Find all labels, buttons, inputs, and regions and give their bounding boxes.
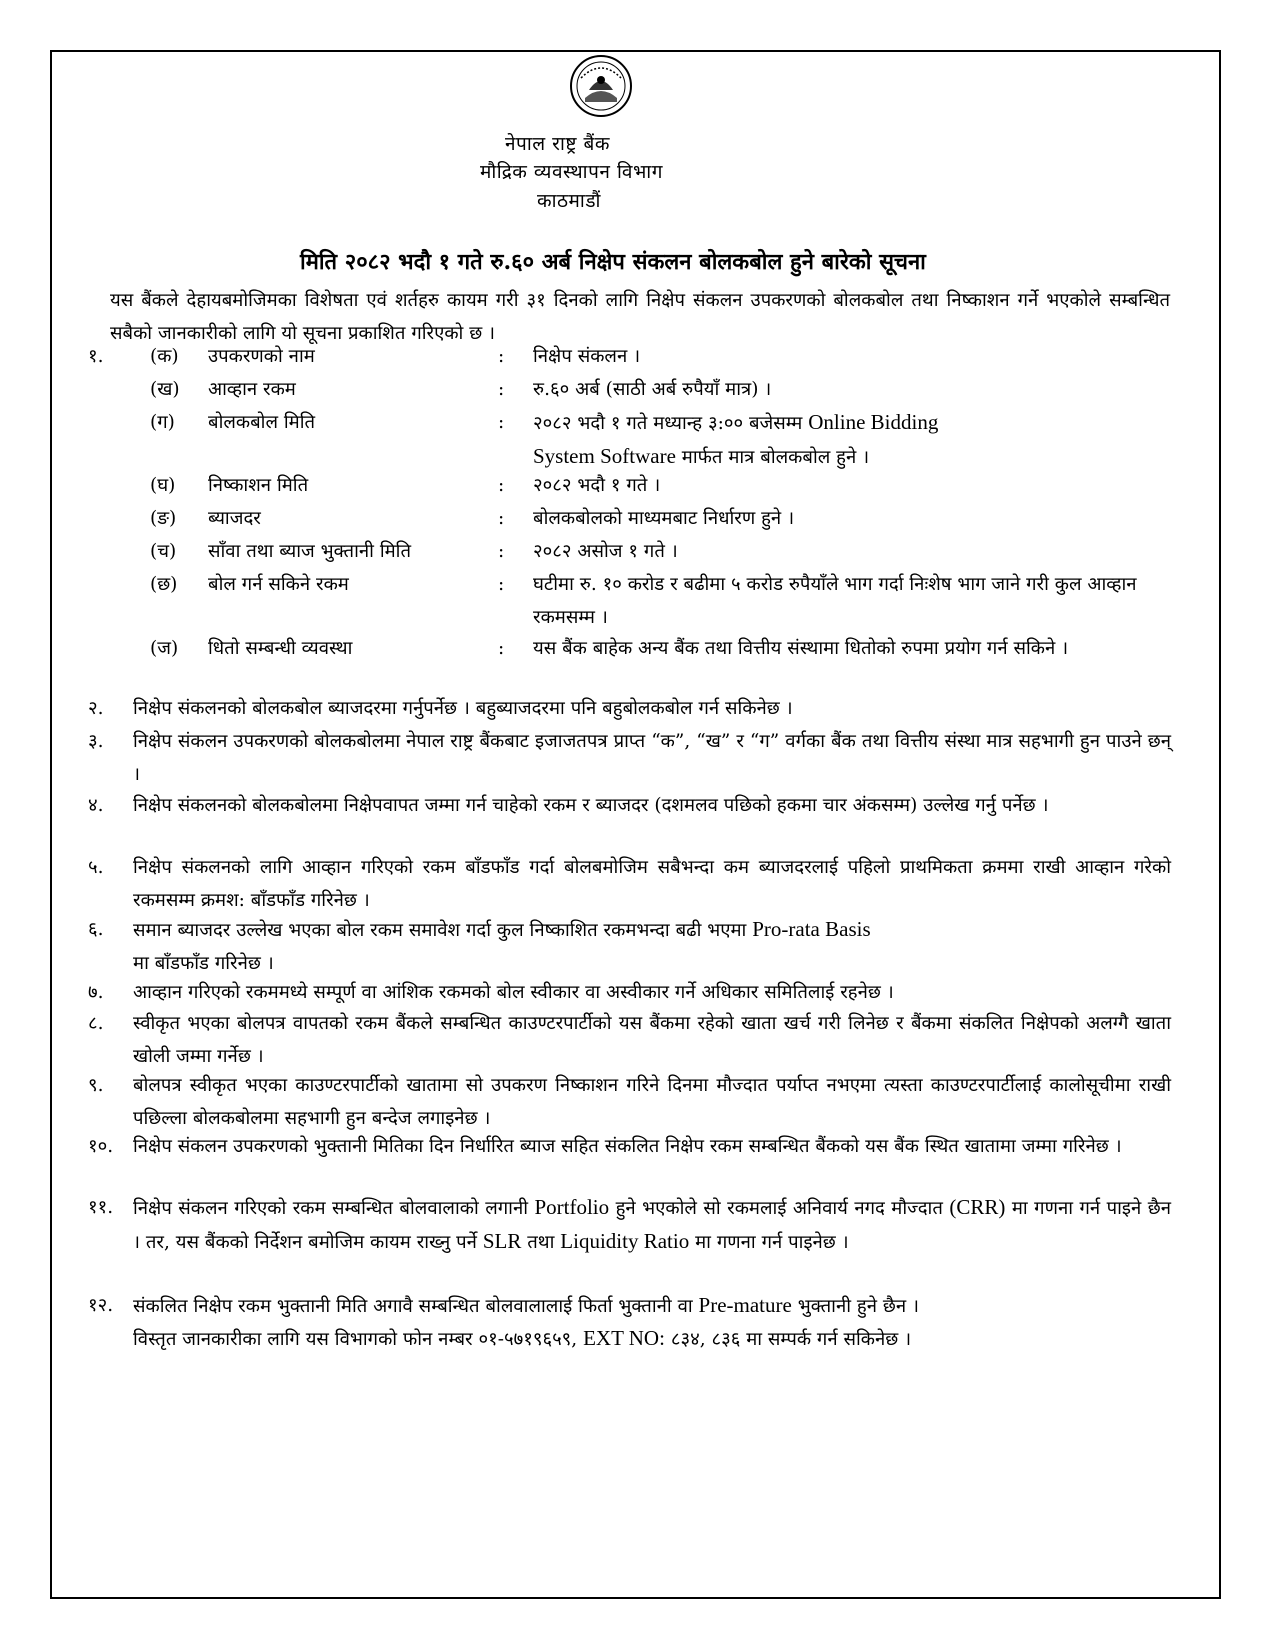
detail-label: साँवा तथा ब्याज भुक्तानी मिति [208, 541, 412, 562]
item-text: निक्षेप संकलन उपकरणको बोलकबोलमा नेपाल राष्ट्र बैंकबाट इजाजतपत्र प्राप्त “क”, “ख” र “ग” वर्गका बैंक तथा वित्तीय संस्था मात्र सहभागी हुन पाउने छन् । [133, 731, 1171, 785]
city-name: काठमाडौं [537, 190, 601, 212]
notice-title: मिति २०८२ भदौ १ गते रु.६० अर्ब निक्षेप संकलन बोलकबोल हुने बारेको सूचना [300, 249, 926, 275]
detail-key: (छ) [150, 574, 178, 595]
detail-colon: : [498, 346, 505, 367]
detail-colon: : [498, 508, 505, 529]
contact-footer: विस्तृत जानकारीका लागि यस विभागको फोन नम्बर ०१-५७१९६५९, EXT NO: ८३४, ८३६ मा सम्पर्क गर्न सकिनेछ । [133, 1326, 912, 1350]
org-name: नेपाल राष्ट्र बैंक [505, 133, 610, 155]
item-number: ७. [88, 982, 104, 1003]
item-text: संकलित निक्षेप रकम भुक्तानी मिति अगावै सम्बन्धित बोलवालालाई फिर्ता भुक्तानी वा Pre-mature भुक्तानी हुने छैन । [133, 1293, 920, 1317]
detail-value: २०८२ भदौ १ गते मध्यान्ह ३:०० बजेसम्म Online Bidding System Software मार्फत मात्र बोलकबोल हुने । [533, 410, 939, 468]
item-text: निक्षेप संकलनको बोलकबोलमा निक्षेपवापत जम्मा गर्न चाहेको रकम र ब्याजदर (दशमलव पछिको हकमा चार अंकसम्म) उल्लेख गर्नु पर्नेछ । [133, 795, 1049, 816]
item-text: निक्षेप संकलनको बोलकबोल ब्याजदरमा गर्नुपर्नेछ । बहुब्याजदरमा पनि बहुबोलकबोल गर्न सकिनेछ । [133, 698, 793, 719]
item-number: ६. [88, 919, 104, 940]
detail-label: बोलकबोल मिति [208, 412, 316, 433]
bank-seal-logo [569, 54, 633, 118]
detail-key: (ज) [150, 638, 179, 659]
detail-colon: : [498, 574, 505, 595]
detail-key: (ग) [150, 412, 175, 433]
detail-label: ब्याजदर [208, 508, 261, 529]
item-text: आव्हान गरिएको रकममध्ये सम्पूर्ण वा आंशिक रकमको बोल स्वीकार वा अस्वीकार गर्ने अधिकार समितिलाई रहनेछ । [133, 982, 894, 1003]
item-number: १२. [88, 1295, 114, 1316]
detail-label: निष्काशन मिति [208, 475, 309, 496]
item-number: २. [88, 698, 104, 719]
detail-value: रु.६० अर्ब (साठी अर्ब रुपैयाँ मात्र) । [533, 379, 772, 400]
detail-label: बोल गर्न सकिने रकम [208, 574, 349, 595]
detail-key: (च) [150, 541, 177, 562]
department-name: मौद्रिक व्यवस्थापन विभाग [480, 161, 663, 183]
detail-value: २०८२ असोज १ गते । [533, 541, 678, 562]
item-number: १०. [88, 1136, 114, 1157]
detail-value: निक्षेप संकलन । [533, 346, 641, 367]
detail-key: (क) [150, 346, 179, 367]
detail-colon: : [498, 412, 505, 433]
detail-colon: : [498, 379, 505, 400]
item-number: ५. [88, 857, 104, 878]
detail-value: बोलकबोलको माध्यमबाट निर्धारण हुने । [533, 508, 795, 529]
item-text: निक्षेप संकलन गरिएको रकम सम्बन्धित बोलवालाको लगानी Portfolio हुने भएकोले सो रकमलाई अनिवार्य नगद मौज्दात (CRR) मा गणना गर्न पाइने छैन । तर, यस बैंकको निर्देशन बमोजिम कायम राख्नु पर्ने SLR तथा Liquidity Ratio मा गणना गर्न पाइनेछ । [133, 1195, 1171, 1253]
detail-key: (ङ) [150, 508, 177, 529]
item-number: ४. [88, 795, 104, 816]
detail-value: २०८२ भदौ १ गते । [533, 475, 661, 496]
detail-key: (घ) [150, 475, 176, 496]
item-text: निक्षेप संकलनको लागि आव्हान गरिएको रकम बाँडफाँड गर्दा बोलबमोजिम सबैभन्दा कम ब्याजदरलाई पहिलो प्राथमिकता क्रममा राखी आव्हान गरेको रकमसम्म क्रमश: बाँडफाँड गरिनेछ । [133, 857, 1171, 911]
detail-label: उपकरणको नाम [208, 346, 315, 367]
item-number: ८. [88, 1013, 104, 1034]
detail-colon: : [498, 475, 505, 496]
detail-colon: : [498, 541, 505, 562]
page-border [50, 50, 1221, 1599]
item-number: ९. [88, 1075, 104, 1096]
detail-value: यस बैंक बाहेक अन्य बैंक तथा वित्तीय संस्थामा धितोको रुपमा प्रयोग गर्न सकिने । [533, 638, 1069, 659]
item-number: ११. [88, 1197, 114, 1218]
item-text: समान ब्याजदर उल्लेख भएका बोल रकम समावेश गर्दा कुल निष्काशित रकमभन्दा बढी भएमा Pro-rata Basis मा बाँडफाँड गरिनेछ । [133, 917, 871, 974]
detail-label: आव्हान रकम [208, 379, 296, 400]
intro-paragraph: यस बैंकले देहायबमोजिमका विशेषता एवं शर्तहरु कायम गरी ३१ दिनको लागि निक्षेप संकलन उपकरणको बोलकबोल तथा निष्काशन गर्ने भएकोले सम्बन्धित सबैको जानकारीको लागि यो सूचना प्रकाशित गरिएको छ । [110, 290, 1170, 344]
detail-label: धितो सम्बन्धी व्यवस्था [208, 638, 353, 659]
detail-key: (ख) [150, 379, 180, 400]
item-number: ३. [88, 731, 104, 752]
item-number: १. [88, 346, 104, 367]
detail-value: घटीमा रु. १० करोड र बढीमा ५ करोड रुपैयाँले भाग गर्दा निःशेष भाग जाने गरी कुल आव्हान रकमसम्म । [533, 574, 1137, 628]
item-text: बोलपत्र स्वीकृत भएका काउण्टरपार्टीको खातामा सो उपकरण निष्काशन गरिने दिनमा मौज्दात पर्याप्त नभएमा त्यस्ता काउण्टरपार्टीलाई कालोसूचीमा राखी पछिल्ला बोलकबोलमा सहभागी हुन बन्देज लगाइनेछ । [133, 1075, 1171, 1129]
detail-colon: : [498, 638, 505, 659]
item-text: स्वीकृत भएका बोलपत्र वापतको रकम बैंकले सम्बन्धित काउण्टरपार्टीको यस बैंकमा रहेको खाता खर्च गरी लिनेछ र बैंकमा संकलित निक्षेपको अलग्गै खाता खोली जम्मा गर्नेछ । [133, 1013, 1171, 1067]
item-text: निक्षेप संकलन उपकरणको भुक्तानी मितिका दिन निर्धारित ब्याज सहित संकलित निक्षेप रकम सम्बन्धित बैंकको यस बैंक स्थित खातामा जम्मा गरिनेछ । [133, 1136, 1122, 1157]
